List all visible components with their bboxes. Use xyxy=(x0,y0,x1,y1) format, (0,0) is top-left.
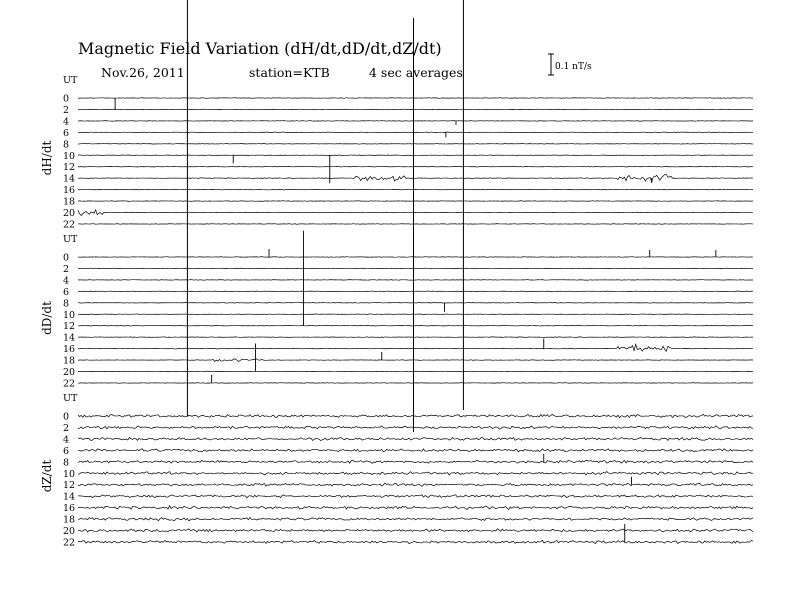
trace-dddt-row-0 xyxy=(78,257,753,258)
station-label: station=KTB xyxy=(249,65,330,80)
panel-label: dZ/dt xyxy=(40,459,54,493)
trace-dddt-row-9 xyxy=(78,359,753,362)
trace-dzdt-row-1 xyxy=(78,426,753,429)
row-tick-label: 8 xyxy=(63,457,70,469)
panel-dhdt xyxy=(40,75,753,230)
row-tick-label: 22 xyxy=(63,537,76,549)
panel-dddt xyxy=(40,231,753,390)
row-tick-label: 18 xyxy=(63,355,76,367)
row-tick-label: 16 xyxy=(63,185,76,197)
row-tick-label: 14 xyxy=(63,491,76,503)
ut-label: UT xyxy=(63,393,78,404)
trace-dddt-row-6 xyxy=(78,325,753,326)
trace-dhdt-row-3 xyxy=(78,132,753,133)
row-tick-label: 6 xyxy=(63,286,70,298)
row-tick-label: 20 xyxy=(63,367,76,378)
trace-dzdt-row-5 xyxy=(78,472,753,476)
row-tick-label: 0 xyxy=(63,411,70,423)
trace-dddt-row-2 xyxy=(78,280,753,281)
trace-dhdt-row-1 xyxy=(78,109,753,110)
row-tick-label: 20 xyxy=(63,208,76,219)
row-tick-label: 8 xyxy=(63,298,70,310)
row-tick-label: 20 xyxy=(63,526,76,537)
row-tick-label: 14 xyxy=(63,332,76,344)
row-tick-label: 22 xyxy=(63,219,76,231)
trace-dddt-row-8 xyxy=(78,344,753,351)
trace-dhdt-row-10 xyxy=(78,210,753,216)
trace-dzdt-row-3 xyxy=(78,449,753,452)
row-tick-label: 14 xyxy=(63,173,76,185)
trace-dhdt-row-4 xyxy=(78,143,753,144)
trace-dzdt-row-2 xyxy=(78,437,753,440)
trace-dddt-row-1 xyxy=(78,268,753,269)
panel-label: dD/dt xyxy=(40,301,54,335)
row-tick-label: 12 xyxy=(63,480,76,492)
row-tick-label: 2 xyxy=(63,422,70,434)
trace-dzdt-row-0 xyxy=(78,414,753,417)
panel-dzdt xyxy=(40,393,753,548)
row-tick-label: 12 xyxy=(63,162,76,174)
trace-dhdt-row-2 xyxy=(78,121,753,122)
row-tick-label: 6 xyxy=(63,127,70,139)
trace-dzdt-row-10 xyxy=(78,529,753,532)
ut-label: UT xyxy=(63,234,78,245)
trace-dzdt-row-8 xyxy=(78,506,753,510)
row-tick-label: 2 xyxy=(63,104,70,116)
row-tick-label: 4 xyxy=(63,434,70,446)
row-tick-label: 10 xyxy=(63,468,76,480)
trace-dzdt-row-11 xyxy=(78,540,753,543)
trace-dhdt-row-6 xyxy=(78,166,753,167)
trace-dhdt-row-8 xyxy=(78,189,753,190)
row-tick-label: 4 xyxy=(63,275,70,287)
row-tick-label: 10 xyxy=(63,150,76,162)
trace-dzdt-row-6 xyxy=(78,483,753,486)
row-tick-label: 6 xyxy=(63,445,70,457)
trace-dhdt-row-9 xyxy=(78,201,753,202)
row-tick-label: 16 xyxy=(63,503,76,515)
averaging-label: 4 sec averages xyxy=(369,65,463,80)
row-tick-label: 18 xyxy=(63,514,76,526)
trace-dddt-row-4 xyxy=(78,302,753,303)
trace-dzdt-row-9 xyxy=(78,517,753,520)
trace-dzdt-row-4 xyxy=(78,460,753,463)
trace-dddt-row-3 xyxy=(78,291,753,292)
row-tick-label: 22 xyxy=(63,378,76,390)
row-tick-label: 2 xyxy=(63,263,70,275)
chart-title: Magnetic Field Variation (dH/dt,dD/dt,dZ/dt) xyxy=(78,39,442,58)
trace-dddt-row-5 xyxy=(78,314,753,315)
row-tick-label: 8 xyxy=(63,139,70,151)
row-tick-label: 12 xyxy=(63,321,76,333)
row-tick-label: 0 xyxy=(63,93,70,105)
row-tick-label: 10 xyxy=(63,309,76,321)
scale-bar-label: 0.1 nT/s xyxy=(555,62,592,72)
trace-dhdt-row-0 xyxy=(78,98,753,99)
row-tick-label: 0 xyxy=(63,252,70,264)
date-label: Nov.26, 2011 xyxy=(101,65,185,80)
trace-dzdt-row-7 xyxy=(78,495,753,498)
trace-dddt-row-10 xyxy=(78,371,753,372)
row-tick-label: 18 xyxy=(63,196,76,208)
trace-dddt-row-11 xyxy=(78,383,753,384)
row-tick-label: 16 xyxy=(63,344,76,356)
row-tick-label: 4 xyxy=(63,116,70,128)
trace-dhdt-row-5 xyxy=(78,155,753,156)
trace-dddt-row-7 xyxy=(78,337,753,338)
trace-dhdt-row-11 xyxy=(78,224,753,225)
panel-label: dH/dt xyxy=(40,140,54,176)
ut-label: UT xyxy=(63,75,78,86)
scale-bar xyxy=(548,54,592,75)
